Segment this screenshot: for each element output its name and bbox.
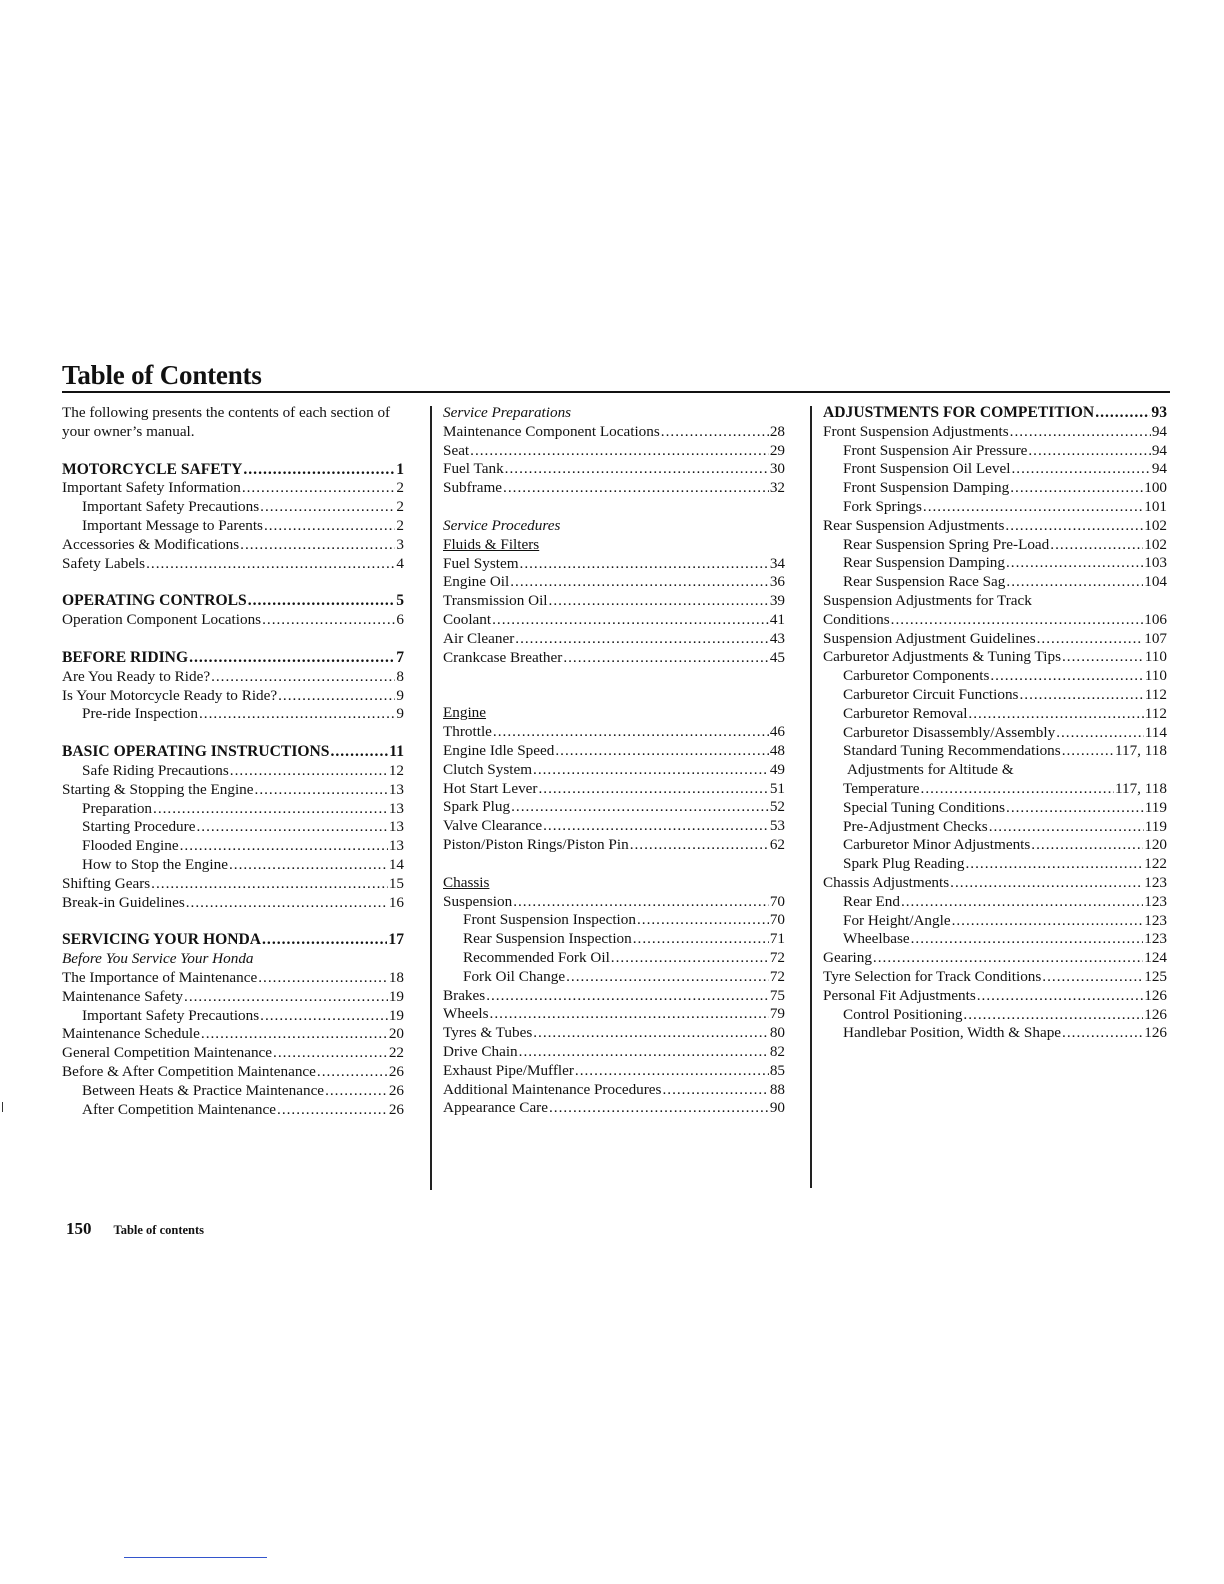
toc-entry[interactable] (443, 1062, 785, 1081)
entry-page: 102 (1144, 535, 1167, 553)
entry-title: Gearing (823, 949, 872, 967)
entry-page: 126 (1144, 986, 1167, 1004)
entry-page: 15 (388, 874, 404, 892)
toc-entry[interactable] (443, 987, 785, 1006)
entry-title: Front Suspension Damping (843, 479, 1010, 497)
section-title: OPERATING CONTROLS (62, 592, 247, 610)
entry-page: 70 (769, 911, 785, 929)
toc-entry[interactable] (823, 968, 1167, 987)
entry-page: 110 (1144, 648, 1167, 666)
entry-page: 94 (1151, 441, 1167, 459)
toc-column-1 (62, 404, 404, 1119)
entry-page: 126 (1144, 1005, 1167, 1023)
entry-title: Wheelbase (843, 930, 910, 948)
entry-title: Front Suspension Oil Level (843, 460, 1011, 478)
section-title: MOTORCYCLE SAFETY (62, 460, 243, 478)
entry-page: 49 (769, 760, 785, 778)
entry-page: 43 (769, 629, 785, 647)
entry-page: 29 (769, 441, 785, 459)
entry-page: 90 (769, 1099, 785, 1117)
entry-page: 13 (388, 818, 404, 836)
entry-title: Carburetor Components (843, 667, 990, 685)
toc-column-2 (443, 404, 785, 1118)
toc-entry[interactable] (443, 479, 785, 498)
toc-entry[interactable] (823, 855, 1167, 874)
entry-title: Drive Chain (443, 1042, 518, 1060)
entry-title: Conditions (823, 610, 890, 628)
entry-title: Brakes (443, 986, 486, 1004)
entry-title: Preparation (82, 799, 153, 817)
entry-title: Fuel System (443, 554, 519, 572)
toc-entry[interactable] (823, 893, 1167, 912)
toc-entry[interactable] (443, 442, 785, 461)
entry-page: 6 (396, 611, 404, 629)
toc-entry[interactable] (443, 611, 785, 630)
toc-entry[interactable] (443, 1099, 785, 1118)
section-page: 1 (396, 460, 404, 478)
entry-page: 41 (769, 610, 785, 628)
toc-entry[interactable] (443, 761, 785, 780)
toc-entry[interactable] (62, 498, 404, 517)
entry-title: Maintenance Safety (62, 987, 184, 1005)
entry-title: Between Heats & Practice Maintenance (82, 1081, 325, 1099)
entry-page: 120 (1144, 836, 1167, 854)
entry-page: 2 (396, 498, 404, 516)
toc-entry[interactable] (823, 799, 1167, 818)
section-page: 11 (389, 743, 404, 761)
entry-page: 26 (388, 1062, 404, 1080)
page-title: Table of Contents (62, 360, 262, 390)
entry-title: Safety Labels (62, 554, 146, 572)
toc-section-adjustments-for-competition[interactable] (823, 404, 1167, 423)
entry-page: 82 (769, 1042, 785, 1060)
toc-entry[interactable] (443, 893, 785, 912)
entry-title: Piston/Piston Rings/Piston Pin (443, 835, 629, 853)
entry-page: 36 (769, 573, 785, 591)
entry-page: 119 (1144, 817, 1167, 835)
entry-title: Carburetor Circuit Functions (843, 685, 1019, 703)
entry-page: 9 (396, 705, 404, 723)
toc-entry[interactable] (62, 1082, 404, 1101)
entry-title: Rear End (843, 892, 900, 910)
toc-entry[interactable] (823, 780, 1167, 799)
entry-title: Starting & Stopping the Engine (62, 780, 254, 798)
entry-title: After Competition Maintenance (82, 1100, 277, 1118)
entry-page: 26 (388, 1100, 404, 1118)
toc-entry[interactable] (443, 423, 785, 442)
entry-page: 51 (769, 779, 785, 797)
footer-label: Table of contents (113, 1223, 205, 1237)
toc-entry[interactable] (823, 836, 1167, 855)
toc-entry[interactable] (823, 479, 1167, 498)
toc-entry[interactable] (443, 949, 785, 968)
toc-entry[interactable] (62, 988, 404, 1007)
entry-title: Suspension Adjustment Guidelines (823, 629, 1036, 647)
group-heading: Engine (443, 704, 487, 722)
entry-title: Coolant (443, 610, 492, 628)
entry-page: 123 (1144, 873, 1167, 891)
entry-page: 122 (1144, 855, 1167, 873)
entry-title: Shifting Gears (62, 874, 151, 892)
entry-title: Before & After Competition Maintenance (62, 1062, 316, 1080)
toc-entry[interactable] (443, 555, 785, 574)
entry-page: 48 (769, 741, 785, 759)
section-title: BEFORE RIDING (62, 648, 189, 666)
entry-page: 19 (388, 1006, 404, 1024)
entry-page: 52 (769, 798, 785, 816)
entry-title: Personal Fit Adjustments (823, 986, 976, 1004)
subsection-heading: Service Procedures (443, 516, 561, 534)
toc-entry[interactable] (443, 911, 785, 930)
toc-section-motorcycle-safety[interactable] (62, 461, 404, 480)
entry-title: Transmission Oil (443, 592, 548, 610)
subsection-heading: Before You Service Your Honda (62, 950, 254, 968)
entry-title: Rear Suspension Damping (843, 554, 1005, 572)
page-footer (66, 1219, 204, 1239)
entry-page: 45 (769, 648, 785, 666)
entry-title: How to Stop the Engine (82, 855, 228, 873)
toc-entry[interactable] (443, 798, 785, 817)
page-number: 150 (66, 1219, 92, 1238)
entry-title: Control Positioning (843, 1005, 963, 1023)
entry-title: Starting Procedure (82, 818, 196, 836)
entry-title: General Competition Maintenance (62, 1044, 273, 1062)
entry-page: 112 (1144, 704, 1167, 722)
entry-title: Operation Component Locations (62, 611, 262, 629)
toc-section-before-riding[interactable] (62, 649, 404, 668)
entry-page: 101 (1144, 497, 1167, 515)
toc-section-servicing-your-honda[interactable] (62, 931, 404, 950)
toc-entry[interactable] (443, 460, 785, 479)
entry-page: 16 (388, 893, 404, 911)
toc-entry[interactable] (823, 536, 1167, 555)
entry-page: 26 (388, 1081, 404, 1099)
entry-page: 2 (396, 516, 404, 534)
entry-page: 19 (388, 987, 404, 1005)
toc-entry[interactable] (823, 611, 1167, 630)
entry-title: Important Safety Precautions (82, 498, 260, 516)
entry-title: Important Safety Information (62, 479, 241, 497)
toc-entry[interactable] (823, 912, 1167, 931)
entry-title: Exhaust Pipe/Muffler (443, 1061, 574, 1079)
toc-entry[interactable] (443, 968, 785, 987)
entry-page: 119 (1144, 798, 1167, 816)
section-page: 17 (388, 931, 404, 949)
entry-page: 117, 118 (1114, 779, 1167, 797)
entry-page: 80 (769, 1024, 785, 1042)
toc-entry[interactable] (823, 573, 1167, 592)
entry-page: 123 (1144, 930, 1167, 948)
toc-entry[interactable] (823, 442, 1167, 461)
entry-title: Fuel Tank (443, 460, 504, 478)
entry-page: 88 (769, 1080, 785, 1098)
toc-section-basic-operating-instructions[interactable] (62, 743, 404, 762)
entry-page: 8 (396, 667, 404, 685)
entry-page: 34 (769, 554, 785, 572)
entry-page: 70 (769, 892, 785, 910)
toc-entry[interactable] (823, 648, 1167, 667)
entry-title: Suspension (443, 892, 513, 910)
entry-page: 123 (1144, 911, 1167, 929)
entry-title: Break-in Guidelines (62, 893, 185, 911)
section-title: SERVICING YOUR HONDA (62, 931, 262, 949)
entry-title: Accessories & Modifications (62, 535, 240, 553)
toc-entry[interactable] (62, 781, 404, 800)
toc-entry-wrap-line[interactable]: Adjustments for Altitude & (847, 761, 1014, 779)
entry-title: Front Suspension Inspection (463, 911, 636, 929)
toc-entry[interactable] (823, 498, 1167, 517)
entry-title: The Importance of Maintenance (62, 968, 258, 986)
entry-page: 32 (769, 479, 785, 497)
entry-title: Carburetor Adjustments & Tuning Tips (823, 648, 1061, 666)
entry-page: 13 (388, 799, 404, 817)
entry-title: Tyre Selection for Track Conditions (823, 967, 1042, 985)
entry-page: 30 (769, 460, 785, 478)
entry-page: 46 (769, 723, 785, 741)
toc-entry[interactable] (62, 1044, 404, 1063)
toc-entry[interactable] (62, 762, 404, 781)
toc-entry[interactable] (62, 1007, 404, 1026)
entry-title: Rear Suspension Adjustments (823, 516, 1005, 534)
toc-entry[interactable] (823, 460, 1167, 479)
entry-title: Special Tuning Conditions (843, 798, 1006, 816)
toc-entry[interactable] (823, 724, 1167, 743)
column-divider-right (810, 406, 812, 1188)
entry-title: Rear Suspension Inspection (463, 930, 632, 948)
entry-title: Handlebar Position, Width & Shape (843, 1024, 1062, 1042)
entry-page: 12 (388, 761, 404, 779)
toc-entry[interactable] (62, 611, 404, 630)
group-heading: Chassis (443, 873, 490, 891)
toc-entry[interactable] (823, 930, 1167, 949)
entry-page: 117, 118 (1114, 742, 1167, 760)
entry-title: For Height/Angle (843, 911, 951, 929)
entry-title: Engine Idle Speed (443, 741, 555, 759)
toc-entry[interactable] (62, 1101, 404, 1120)
toc-entry[interactable] (62, 856, 404, 875)
entry-title: Standard Tuning Recommendations (843, 742, 1061, 760)
entry-page: 28 (769, 422, 785, 440)
entry-page: 112 (1144, 685, 1167, 703)
toc-entry[interactable] (62, 517, 404, 536)
entry-title: Maintenance Component Locations (443, 422, 660, 440)
toc-entry[interactable] (62, 705, 404, 724)
entry-page: 22 (388, 1044, 404, 1062)
entry-title: Pre-Adjustment Checks (843, 817, 988, 835)
toc-entry[interactable] (823, 554, 1167, 573)
toc-entry[interactable] (823, 874, 1167, 893)
toc-entry[interactable] (443, 930, 785, 949)
entry-page: 107 (1144, 629, 1167, 647)
group-heading: Fluids & Filters (443, 535, 540, 553)
entry-page: 71 (769, 930, 785, 948)
entry-title: Spark Plug (443, 798, 511, 816)
entry-title: Safe Riding Precautions (82, 761, 229, 779)
toc-entry[interactable] (443, 836, 785, 855)
toc-entry[interactable] (823, 742, 1167, 761)
section-page: 93 (1151, 404, 1167, 421)
entry-title: Additional Maintenance Procedures (443, 1080, 662, 1098)
entry-page: 13 (388, 837, 404, 855)
entry-page: 72 (769, 967, 785, 985)
toc-entry[interactable] (62, 687, 404, 706)
toc-entry[interactable] (823, 705, 1167, 724)
entry-title: Maintenance Schedule (62, 1025, 200, 1043)
toc-entry[interactable] (443, 1005, 785, 1024)
toc-column-3 (823, 404, 1167, 1043)
entry-page: 123 (1144, 892, 1167, 910)
entry-page: 125 (1144, 967, 1167, 985)
entry-title: Temperature (843, 779, 920, 797)
entry-page: 3 (396, 535, 404, 553)
entry-page: 9 (396, 686, 404, 704)
entry-title: Is Your Motorcycle Ready to Ride? (62, 686, 278, 704)
toc-entry[interactable] (443, 1081, 785, 1100)
entry-title: Clutch System (443, 760, 533, 778)
entry-title: Front Suspension Adjustments (823, 422, 1009, 440)
entry-title: Crankcase Breather (443, 648, 563, 666)
toc-entry[interactable] (823, 667, 1167, 686)
toc-entry[interactable] (62, 1063, 404, 1082)
toc-entry[interactable] (62, 969, 404, 988)
entry-page: 110 (1144, 667, 1167, 685)
entry-title: Carburetor Removal (843, 704, 968, 722)
entry-page: 13 (388, 780, 404, 798)
entry-page: 72 (769, 948, 785, 966)
toc-entry[interactable] (443, 592, 785, 611)
entry-title: Fork Springs (843, 497, 922, 515)
toc-entry[interactable] (62, 536, 404, 555)
toc-entry[interactable] (443, 630, 785, 649)
entry-page: 53 (769, 817, 785, 835)
entry-page: 104 (1144, 573, 1167, 591)
entry-page: 75 (769, 986, 785, 1004)
entry-title: Rear Suspension Race Sag (843, 573, 1006, 591)
toc-entry[interactable] (443, 723, 785, 742)
entry-page: 124 (1144, 949, 1167, 967)
entry-page: 79 (769, 1005, 785, 1023)
entry-title: Carburetor Minor Adjustments (843, 836, 1031, 854)
toc-entry[interactable] (823, 1006, 1167, 1025)
toc-entry[interactable] (62, 875, 404, 894)
entry-title: Appearance Care (443, 1099, 548, 1117)
entry-title: Tyres & Tubes (443, 1024, 533, 1042)
entry-page: 94 (1151, 422, 1167, 440)
entry-title: Rear Suspension Spring Pre-Load (843, 535, 1050, 553)
entry-title: Engine Oil (443, 573, 510, 591)
toc-entry[interactable] (443, 817, 785, 836)
entry-title: Hot Start Lever (443, 779, 538, 797)
entry-title: Are You Ready to Ride? (62, 667, 211, 685)
entry-title: Fork Oil Change (463, 967, 566, 985)
toc-entry[interactable] (443, 1043, 785, 1062)
entry-page: 14 (388, 855, 404, 873)
section-page: 7 (396, 648, 404, 666)
toc-entry[interactable] (443, 649, 785, 668)
entry-page: 106 (1144, 610, 1167, 628)
toc-entry-wrap-line[interactable]: Suspension Adjustments for Track (823, 591, 1032, 609)
entry-page: 94 (1151, 460, 1167, 478)
toc-entry[interactable] (62, 668, 404, 687)
toc-entry[interactable] (823, 517, 1167, 536)
entry-page: 18 (388, 968, 404, 986)
toc-entry[interactable] (823, 686, 1167, 705)
toc-entry[interactable] (62, 555, 404, 574)
toc-entry[interactable] (62, 479, 404, 498)
entry-page: 100 (1144, 479, 1167, 497)
entry-title: Front Suspension Air Pressure (843, 441, 1028, 459)
toc-entry[interactable] (823, 630, 1167, 649)
toc-entry[interactable] (823, 423, 1167, 442)
entry-title: Recommended Fork Oil (463, 948, 610, 966)
entry-title: Carburetor Disassembly/Assembly (843, 723, 1056, 741)
toc-entry[interactable] (62, 818, 404, 837)
toc-entry[interactable] (62, 800, 404, 819)
toc-section-operating-controls[interactable] (62, 592, 404, 611)
title-rule (62, 391, 1170, 393)
entry-page: 103 (1144, 554, 1167, 572)
entry-title: Valve Clearance (443, 817, 543, 835)
entry-page: 39 (769, 592, 785, 610)
entry-page: 85 (769, 1061, 785, 1079)
column-divider-left (430, 406, 432, 1190)
margin-mark (2, 1102, 3, 1112)
toc-entry[interactable] (823, 1024, 1167, 1043)
entry-title: Important Message to Parents (82, 516, 263, 534)
toc-entry[interactable] (62, 894, 404, 913)
toc-entry[interactable] (823, 949, 1167, 968)
entry-page: 102 (1144, 516, 1167, 534)
toc-entry[interactable] (823, 818, 1167, 837)
entry-page: 126 (1144, 1024, 1167, 1042)
section-page: 5 (396, 592, 404, 610)
entry-page: 20 (388, 1025, 404, 1043)
entry-title: Throttle (443, 723, 492, 741)
toc-entry[interactable] (62, 837, 404, 856)
entry-page: 114 (1144, 723, 1167, 741)
toc-entry[interactable] (62, 1025, 404, 1044)
entry-title: Flooded Engine (82, 837, 179, 855)
link-underline (124, 1557, 267, 1558)
toc-entry[interactable] (443, 780, 785, 799)
entry-title: Spark Plug Reading (843, 855, 965, 873)
subsection-heading: Service Preparations (443, 404, 572, 421)
section-title: BASIC OPERATING INSTRUCTIONS (62, 743, 330, 761)
entry-page: 4 (396, 554, 404, 572)
section-title: ADJUSTMENTS FOR COMPETITION (823, 404, 1095, 421)
entry-title: Subframe (443, 479, 503, 497)
toc-entry[interactable] (823, 987, 1167, 1006)
entry-page: 2 (396, 479, 404, 497)
toc-entry[interactable] (443, 742, 785, 761)
entry-title: Chassis Adjustments (823, 873, 950, 891)
entry-title: Pre-ride Inspection (82, 705, 198, 723)
toc-entry[interactable] (443, 1024, 785, 1043)
intro-text: The following presents the contents of each section of your owner’s manual. (62, 404, 391, 440)
entry-title: Wheels (443, 1005, 489, 1023)
entry-page: 62 (769, 835, 785, 853)
entry-title: Important Safety Precautions (82, 1006, 260, 1024)
entry-title: Air Cleaner (443, 629, 515, 647)
entry-title: Seat (443, 441, 470, 459)
toc-entry[interactable] (443, 573, 785, 592)
